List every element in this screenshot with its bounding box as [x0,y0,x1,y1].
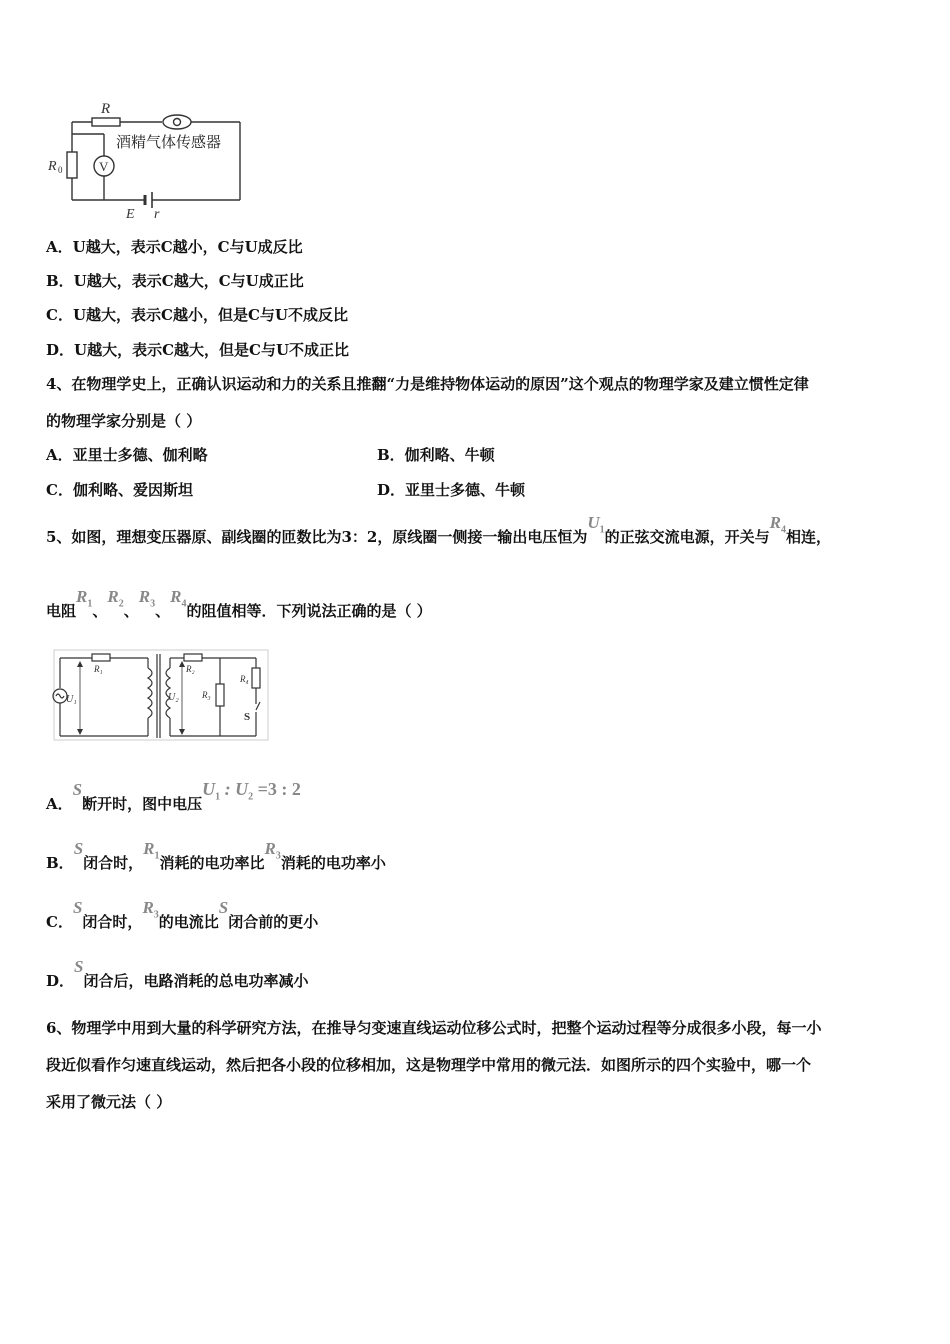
r2-label: R₂ [186,664,195,674]
q5-option-c: C．S闭合时，$R_3$的电流比S闭合前的更小 [46,898,319,931]
transformer-circuit-diagram [52,648,272,744]
math-u1-u2-ratio: $U_1$ : $U_2 =3$ : 2 [202,779,301,803]
math-r4: $R_4$ [769,513,786,536]
q4-option-b: B．伽利略、牛顿 [377,446,495,464]
q6-stem-line2: 段近似看作匀速直线运动，然后把各小段的位移相加，这是物理学中常用的微元法．如图所示的四个实验中，哪一个 [46,1056,812,1074]
q4-option-a: A．亚里士多德、伽利略 [46,446,208,464]
q5-option-d: D．S闭合后，电路消耗的总电功率减小 [46,957,309,990]
switch-s-label: S [244,711,251,723]
math-s: S [72,898,83,917]
q3-option-a: A．U越大，表示C越小，C与U成反比 [46,238,303,256]
q4-stem-line1: 4、在物理学史上，正确认识运动和力的关系且推翻“力是维持物体运动的原因”这个观点的物理学家及建立惯性定律 [46,375,809,393]
r1-label: R₁ [94,664,103,674]
internal-r-label: r [154,207,160,222]
math-r3: $R_3$ [264,839,281,862]
q5-stem-line1: 5、如图，理想变压器原、副线圈的匝数比为3：2，原线圈一侧接一输出电压恒为$U_1$的正弦交流电源，开关与$R_4$相连， [46,513,831,546]
math-r1: $R_1$ [76,587,93,610]
q3-option-d: D．U越大，表示C越大，但是C与U不成正比 [46,341,350,359]
q4-stem-line2: 的物理学家分别是（ ） [46,412,202,430]
math-u1: $U_1$ [587,513,605,536]
q5-option-b: B．S闭合时，$R_1$消耗的电功率比$R_3$消耗的电功率小 [46,839,386,872]
resistor-r0-label: R [48,159,57,174]
resistor-r-label: R [101,101,111,117]
alcohol-sensor-label: 酒精气体传感器 [116,133,222,151]
math-s: S [218,898,229,917]
q3-option-c: C．U越大，表示C越小，但是C与U不成反比 [46,306,348,324]
q5-stem-line2: 电阻$R_1$、$R_2$、$R_3$、$R_4$的阻值相等．下列说法正确的是（ ） [46,587,432,620]
u2-label: U₂ [168,692,179,703]
q6-stem-line3: 采用了微元法（ ） [46,1093,172,1111]
math-s: S [73,839,84,858]
math-r3: $R_3$ [138,587,156,610]
u1-label: U₁ [66,694,77,705]
math-r4b: $R_4$ [170,587,187,610]
resistor-r0-sub: 0 [58,165,63,175]
math-r2: $R_2$ [107,587,124,610]
q3-option-b: B．U越大，表示C越大，C与U成正比 [46,272,304,290]
q4-option-c: C．伽利略、爱因斯坦 [46,481,193,499]
r3-label: R₃ [202,690,211,700]
q6-stem-line1: 6、物理学中用到大量的科学研究方法，在推导匀变速直线运动位移公式时，把整个运动过程等分成很多小段，每一小 [46,1019,822,1037]
math-s: S [74,957,84,976]
alcohol-sensor-circuit-diagram [44,96,254,224]
q5-option-a: A．S断开时，图中电压$U_1$ : $U_2 =3$ : 2 [46,779,301,813]
math-r3: $R_3$ [142,898,159,921]
emf-e-label: E [126,207,135,222]
q4-option-d: D．亚里士多德、牛顿 [377,481,526,499]
r4-label: R₄ [240,674,249,684]
math-r1: $R_1$ [143,839,160,862]
voltmeter-v-label: V [99,159,109,174]
math-s: S [72,780,83,799]
